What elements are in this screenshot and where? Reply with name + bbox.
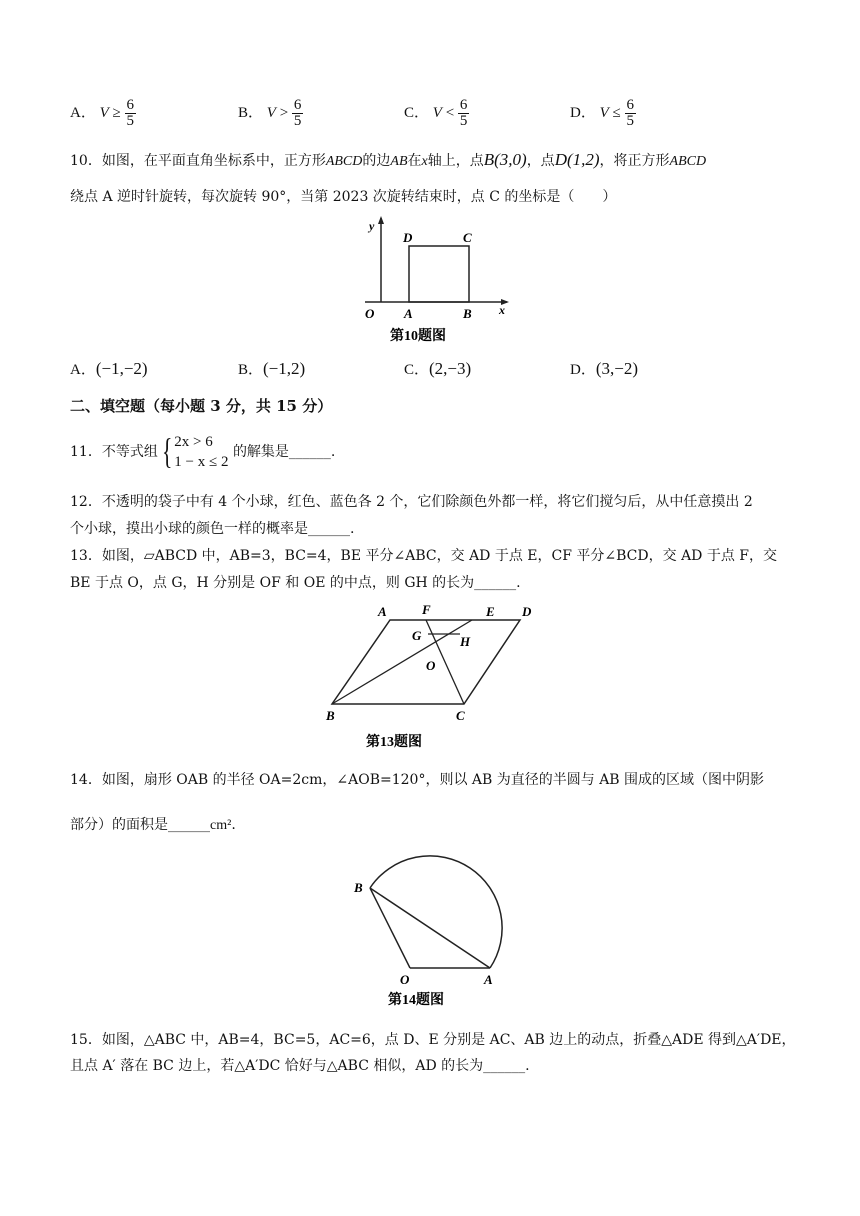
label-c: C: [463, 230, 472, 245]
label-d: D: [403, 230, 413, 245]
figure-caption: 第13题图: [366, 735, 422, 750]
label-g: G: [412, 628, 422, 643]
shaded-region: [370, 856, 502, 968]
q12-line2: 个小球，摸出小球的颜色一样的概率是______.: [70, 521, 355, 537]
q10-option-a: A．(−1,−2): [70, 359, 148, 378]
segment-ab: [370, 888, 490, 968]
label-b: B: [326, 708, 335, 723]
q14-line1: 14．如图，扇形 OAB 的半径 OA=2cm，∠AOB=120°，则以 AB 为直径的半圆与 AB 围成的区域（图中阴影: [70, 772, 765, 788]
y-axis-arrow: [378, 216, 384, 224]
q12-line1: 12．不透明的袋子中有 4 个小球，红色、蓝色各 2 个，它们除颜色外都一样，将它们搅匀后，从中任意摸出 2: [70, 494, 753, 510]
q15-line2: 且点 A′ 落在 BC 边上，若△A′DC 恰好与△ABC 相似，AD 的长为______.: [70, 1058, 530, 1074]
brace: {: [162, 431, 173, 471]
q10-line2: 绕点 A 逆时针旋转，每次旋转 90°，当第 2023 次旋转结束时，点 C 的坐标是（ ）: [70, 189, 617, 205]
label-o: O: [365, 306, 375, 321]
q13-line2: BE 于点 O，点 G，H 分别是 OF 和 OE 的中点，则 GH 的长为______.: [70, 575, 521, 591]
q9-option-b: B． V > $\frac{6}{5}$: [238, 97, 302, 129]
label-o: O: [400, 972, 410, 987]
label-b: B: [354, 880, 363, 895]
figure-caption: 第10题图: [390, 329, 446, 344]
q14-figure: [350, 850, 510, 1010]
q13-line1: 13．如图，▱ABCD 中，AB=3，BC=4，BE 平分∠ABC，交 AD 于点 E，CF 平分∠BCD，交 AD 于点 F，交: [70, 548, 778, 564]
segment-be: [332, 620, 472, 704]
fraction: $\frac{6}{5}$: [459, 97, 468, 129]
label-d: D: [522, 604, 532, 619]
label-a: A: [378, 604, 387, 619]
label-a: A: [484, 972, 493, 987]
q10-option-c: C．(2,−3): [404, 359, 472, 378]
q14-line2: 部分）的面积是______cm².: [70, 817, 236, 833]
label-e: E: [486, 604, 495, 619]
fraction: $\frac{6}{5}$: [126, 97, 134, 129]
figure-caption: 第14题图: [388, 993, 444, 1008]
segment-ob: [370, 888, 410, 968]
q11-line: 11．不等式组 { 2x > 6 1 − x ≤ 2 的解集是______.: [70, 431, 336, 471]
label-a: A: [404, 306, 413, 321]
label-b: B: [463, 306, 472, 321]
q10-option-b: B．(−1,2): [238, 359, 306, 378]
label-y: y: [369, 219, 375, 233]
fraction: $\frac{6}{5}$: [626, 97, 634, 129]
q9-option-c: C． V < $\frac{6}{5}$: [404, 97, 468, 129]
q15-line1: 15．如图，△ABC 中，AB=4，BC=5，AC=6，点 D、E 分别是 AC、AB 边上的动点，折叠△ADE 得到△A′DE，: [70, 1032, 796, 1048]
q10-line1: 10．如图，在平面直角坐标系中，正方形ABCD的边AB在x轴上，点B(3,0)，点D(1,2)，将正方形ABCD: [70, 150, 707, 169]
label-c: C: [456, 708, 465, 723]
q9-option-a: A． V ≥ $\frac{6}{5}$: [70, 97, 134, 129]
label-h: H: [460, 634, 471, 649]
q10-figure: [345, 214, 515, 346]
label-o: O: [426, 658, 436, 673]
fraction: $\frac{6}{5}$: [293, 97, 302, 129]
label-x: x: [499, 303, 505, 317]
section-title: 二、填空题（每小题 3 分，共 15 分）: [70, 397, 333, 415]
sector-arc-ab: [370, 856, 502, 968]
label-f: F: [422, 602, 431, 617]
q10-option-d: D．(3,−2): [570, 359, 639, 378]
inequality-system: { 2x > 6 1 − x ≤ 2: [162, 431, 229, 471]
q13-figure: [318, 598, 544, 754]
q9-option-d: D． V ≤ $\frac{6}{5}$: [570, 97, 634, 129]
square-abcd: [409, 246, 469, 302]
